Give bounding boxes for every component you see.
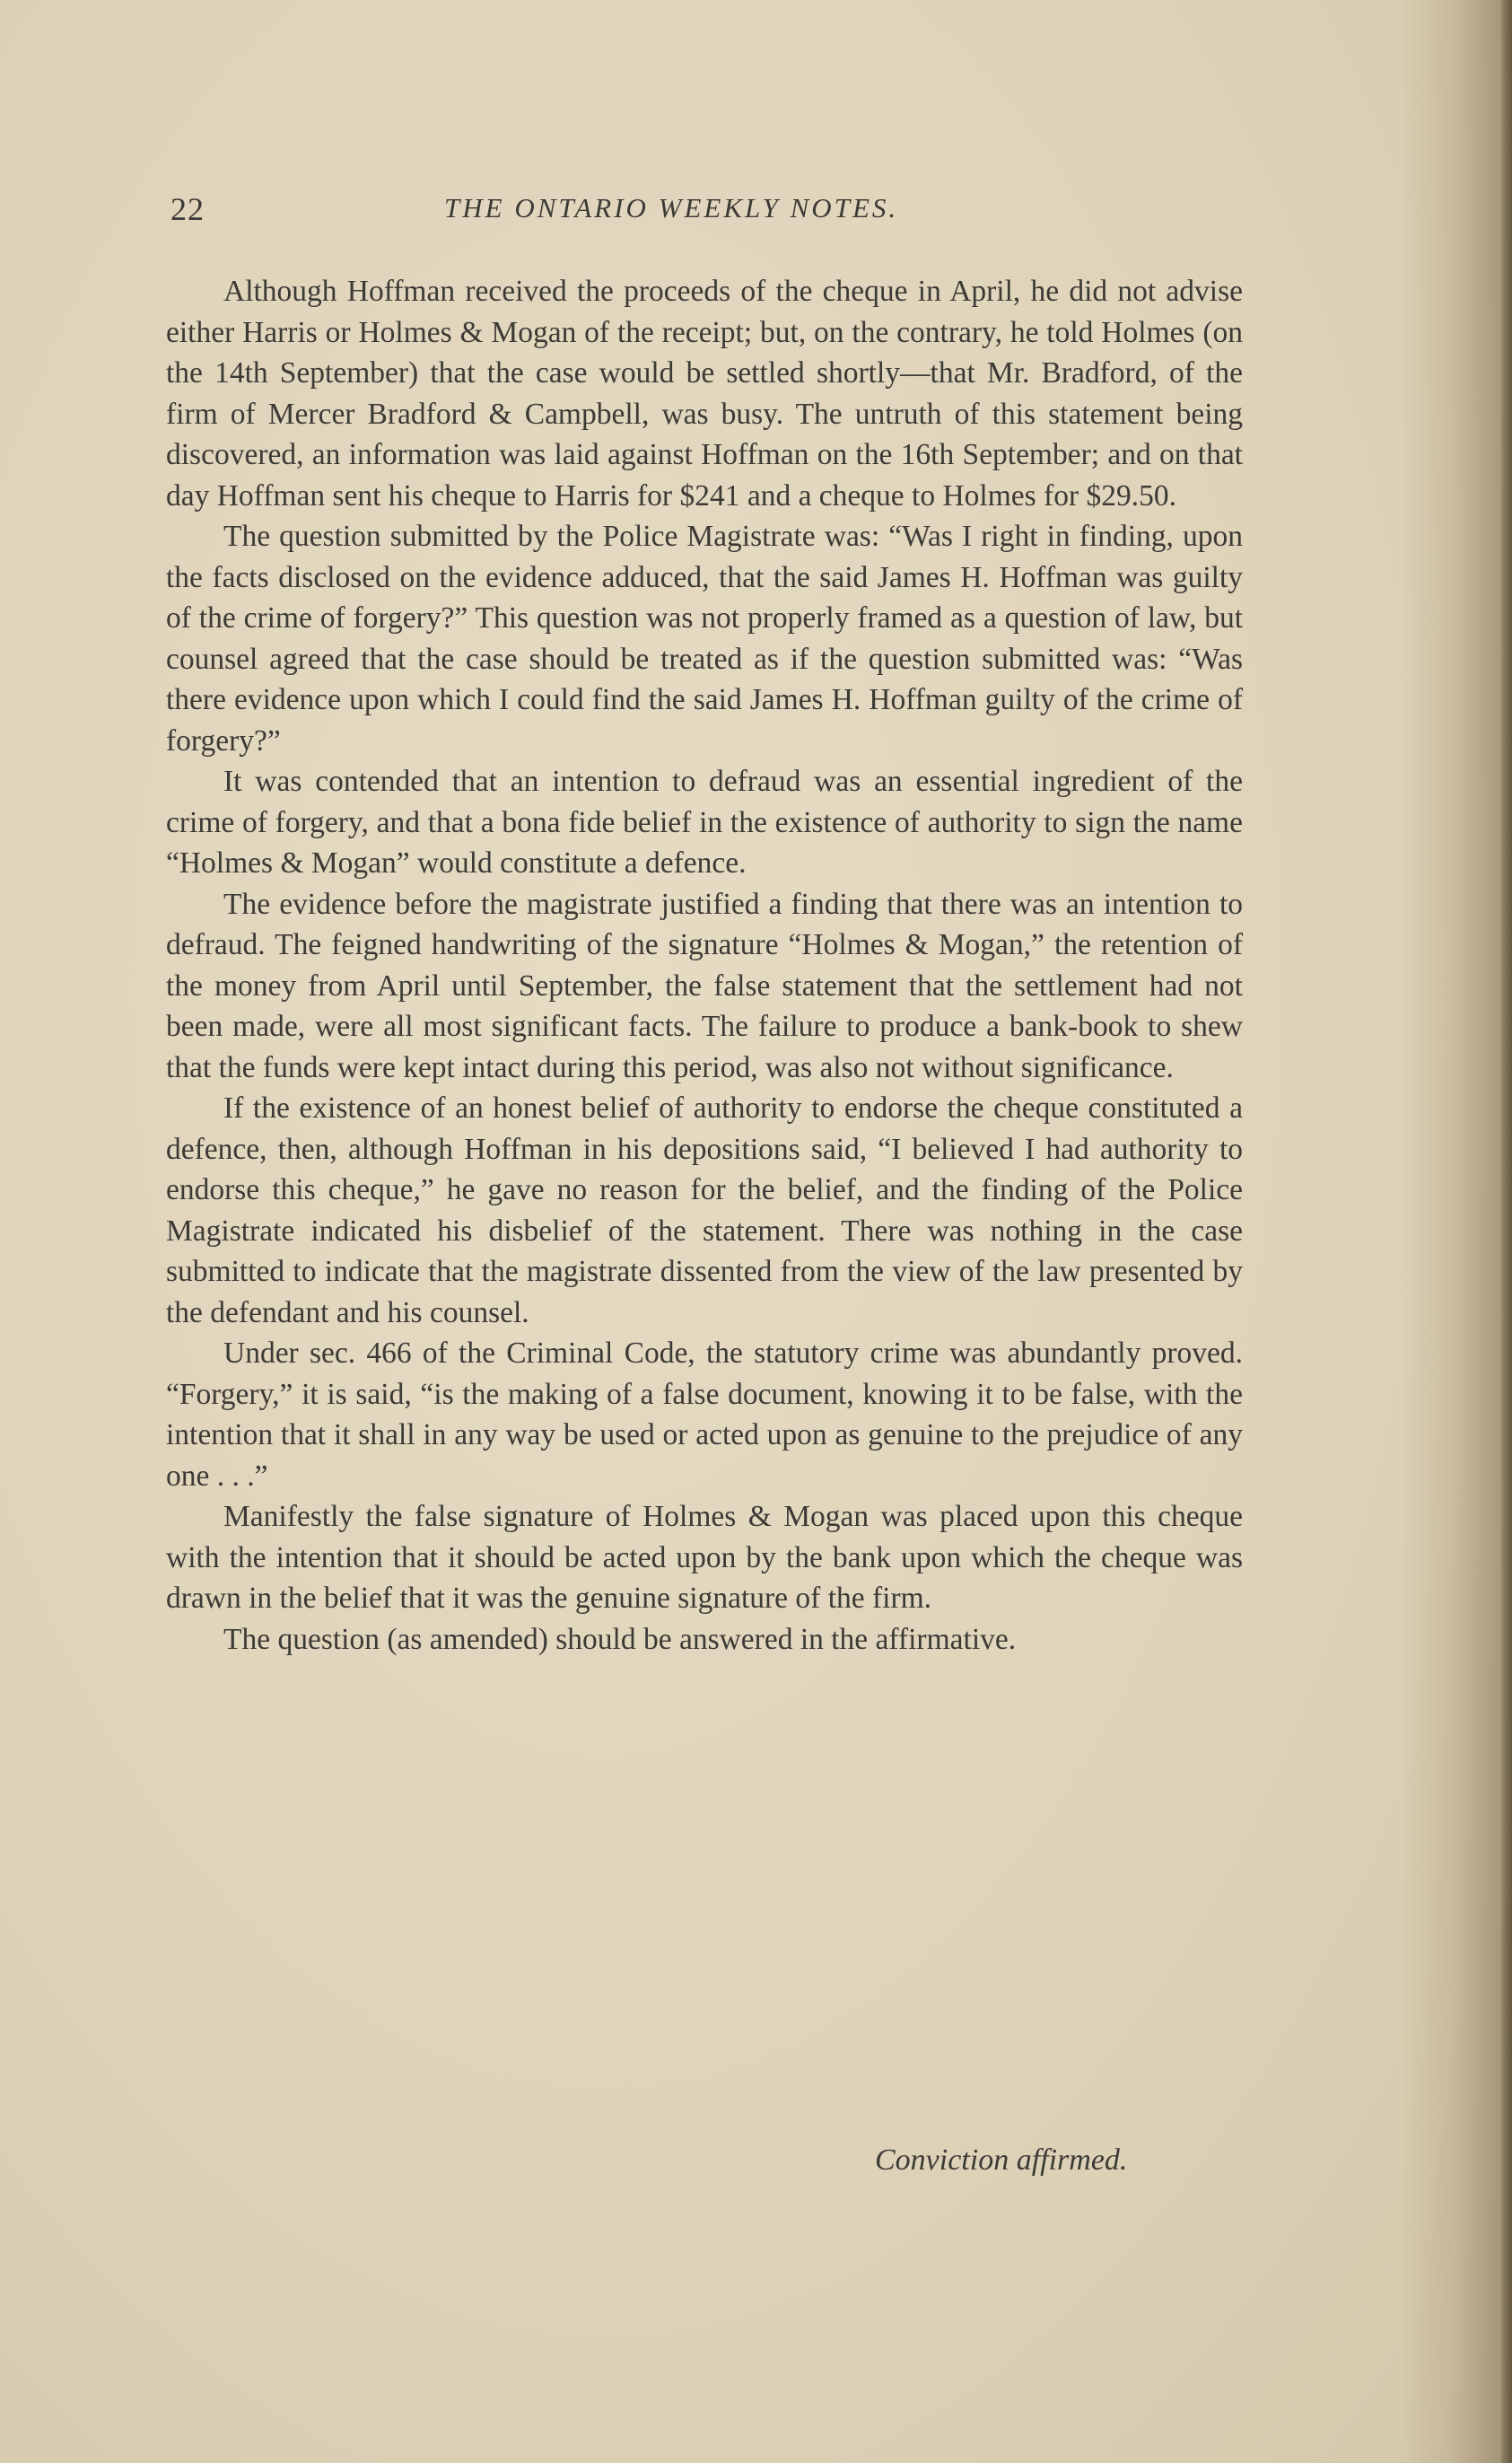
paragraph: Manifestly the false signature of Holmes & Mogan was placed upon this cheque with the intention that it should be acted upon by the bank upon which the cheque was drawn in the belief that it was the genuine signature of the firm. (166, 1500, 1243, 1615)
paragraph: The evidence before the magistrate justified a finding that there was an intention to defraud. The feigned handwriting of the signature “Holmes & Mogan,” the retention of the money from April until September, the false statement that the settlement had not been made, were all most significant facts. The failure to produce a bank-book to shew that the funds were kept intact during this period, was also not without significance. (166, 887, 1243, 1084)
body-text (166, 271, 1243, 1660)
paragraph: If the existence of an honest belief of authority to endorse the cheque constituted a defence, then, although Hoffman in his depositions said, “I believed I had authority to endorse this cheque,” he gave no reason for the belief, and the finding of the Police Magistrate indicated his disbelief of the statement. There was nothing in the case submitted to indicate that the magistrate dissented from the view of the law presented by the defendant and his counsel. (166, 1091, 1243, 1329)
paragraph: The question (as amended) should be answered in the affirmative. (223, 1622, 1017, 1656)
paragraph: Although Hoffman received the proceeds of the cheque in April, he did not advise either Harris or Holmes & Mogan of the receipt; but, on the contrary, he told Holmes (on the 14th September) that the case would be settled shortly—that Mr. Bradford, of the firm of Mercer Bradford & Campbell, was busy. The untruth of this statement being discovered, an information was laid against Hoffman on the 16th September; and on that day Hoffman sent his cheque to Harris for $241 and a cheque to Holmes for $29.50. (166, 275, 1243, 513)
disposition: Conviction affirmed. (875, 2143, 1128, 2177)
running-title: THE ONTARIO WEEKLY NOTES. (444, 192, 899, 224)
page-header (170, 190, 1247, 235)
paragraph: Under sec. 466 of the Criminal Code, the statutory crime was abundantly proved. “Forgery,” it is said, “is the making of a false document, knowing it to be false, with the intention that it shall in any way be used or acted upon as genuine to the prejudice of any one . . .” (166, 1337, 1243, 1493)
page-number: 22 (170, 191, 205, 227)
page-edge (1501, 0, 1512, 2463)
paragraph: It was contended that an intention to defraud was an essential ingredient of the crime of forgery, and that a bona fide belief in the existence of authority to sign the name “Holmes & Mogan” would constitute a defence. (166, 765, 1243, 880)
paragraph: The question submitted by the Police Magistrate was: “Was I right in finding, upon the facts disclosed on the evidence adduced, that the said James H. Hoffman was guilty of the crime of forgery?” This question was not properly framed as a question of law, but counsel agreed that the case should be treated as if the question submitted was: “Was there evidence upon which I could find the said James H. Hoffman guilty of the crime of forgery?” (166, 520, 1243, 758)
